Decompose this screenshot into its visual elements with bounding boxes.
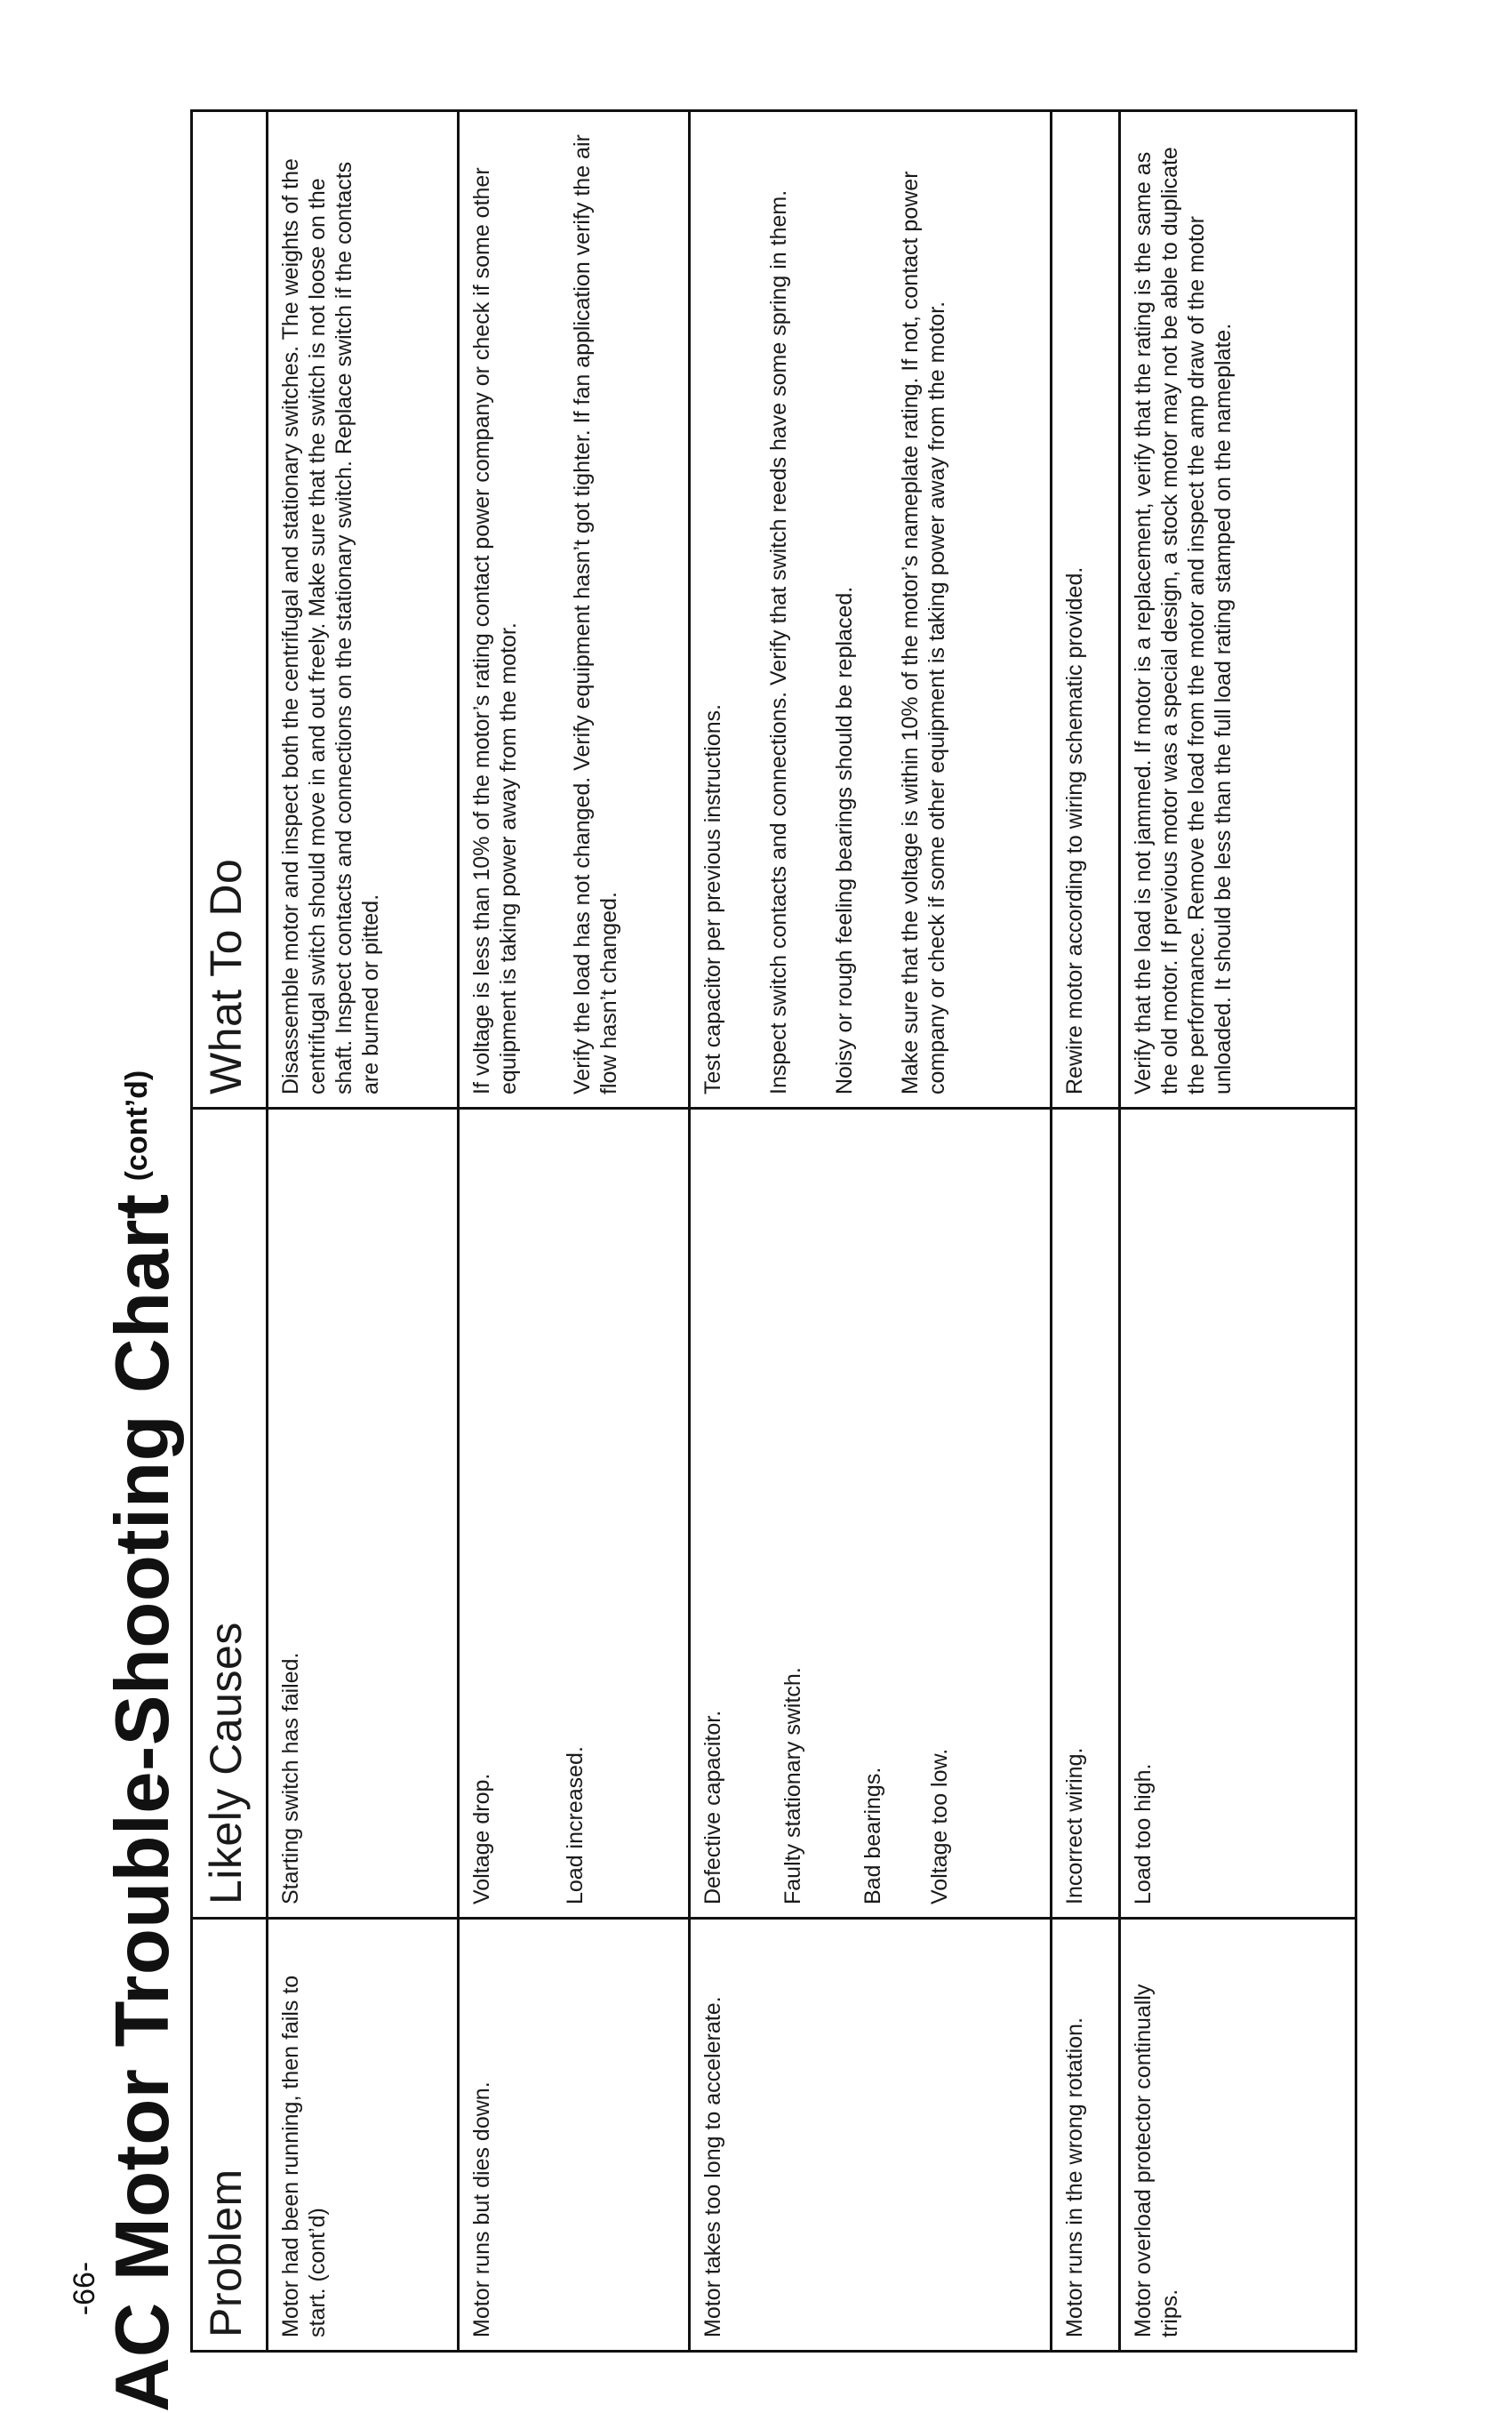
cause-item: Voltage drop.: [469, 1773, 494, 1904]
problem-cell: Motor had been running, then fails to start. (cont’d): [268, 1919, 459, 2352]
actions-cell: [459, 111, 690, 1109]
action-item: Test capacitor per previous instructions.: [700, 703, 725, 1094]
action-item: Verify the load has not changed. Verify equipment hasn’t got tighter. If fan application verify the air flow hasn’t changed.: [570, 134, 621, 1094]
actions-cell: [268, 111, 459, 1109]
causes-cell: [1052, 1109, 1120, 1919]
actions-cell: [1120, 111, 1356, 1109]
table-row: [1052, 111, 1120, 2352]
table-row: [268, 111, 459, 2352]
action-item: If voltage is less than 10% of the motor’s rating contact power company or check if some other equipment is taking power away from the motor.: [469, 167, 521, 1094]
page-title-text: AC Motor Trouble-Shooting Chart: [100, 1193, 185, 2412]
table-row: [1120, 111, 1356, 2352]
page-title-suffix: (cont’d): [120, 1070, 154, 1182]
causes-cell: [1120, 1109, 1356, 1919]
cause-item: Starting switch has failed.: [278, 1652, 303, 1904]
problem-cell: Motor runs in the wrong rotation.: [1052, 1919, 1120, 2352]
causes-cell: [690, 1109, 1052, 1919]
actions-cell: [690, 111, 1052, 1109]
table-row: [690, 111, 1052, 2352]
problem-cell: Motor takes too long to accelerate.: [690, 1919, 1052, 2352]
cause-item: Defective capacitor.: [700, 1710, 725, 1904]
table-row: [459, 111, 690, 2352]
action-item: Noisy or rough feeling bearings should be replaced.: [832, 586, 857, 1094]
cause-item: Bad bearings.: [860, 1767, 885, 1904]
action-item: Make sure that the voltage is within 10% of the motor’s nameplate rating. If not, contact power company or check if some other equipment is taking power away from the motor.: [898, 171, 949, 1094]
header-what-to-do: What To Do: [192, 111, 268, 1109]
page-title: [92, 1070, 188, 2412]
action-item: Disassemble motor and inspect both the centrifugal and stationary switches. The weights of the centrifugal switch should move in and out freely. Make sure that the switch is not loose on the shaft. Inspect contacts and connections on the stationary switch. Replace switch if the contacts are burned or pitted.: [278, 158, 383, 1094]
troubleshooting-table: [190, 109, 1357, 2353]
table-header-row: [192, 111, 268, 2352]
actions-cell: [1052, 111, 1120, 1109]
header-likely-causes: Likely Causes: [192, 1109, 268, 1919]
cause-item: Load increased.: [563, 1746, 588, 1904]
action-item: Rewire motor according to wiring schematic provided.: [1062, 566, 1087, 1094]
cause-item: Incorrect wiring.: [1062, 1747, 1087, 1904]
causes-cell: [459, 1109, 690, 1919]
cause-item: Voltage too low.: [927, 1748, 952, 1904]
problem-cell: Motor overload protector continually trips.: [1120, 1919, 1356, 2352]
action-item: Inspect switch contacts and connections. Verify that switch reeds have some spring in them.: [766, 189, 791, 1094]
problem-cell: Motor runs but dies down.: [459, 1919, 690, 2352]
cause-item: Faulty stationary switch.: [780, 1667, 805, 1904]
header-problem: Problem: [192, 1919, 268, 2352]
page-number: -66-: [68, 2261, 101, 2316]
causes-cell: [268, 1109, 459, 1919]
action-item: Verify that the load is not jammed. If motor is a replacement, verify that the rating is the same as the old motor. If previous motor was a special design, a stock motor may not be able to duplicate the performance. Remove the load from the motor and inspect the amp draw of the motor unloaded. It should be less than the full load rating stamped on the nameplate.: [1131, 147, 1236, 1094]
cause-item: Load too high.: [1131, 1763, 1156, 1904]
